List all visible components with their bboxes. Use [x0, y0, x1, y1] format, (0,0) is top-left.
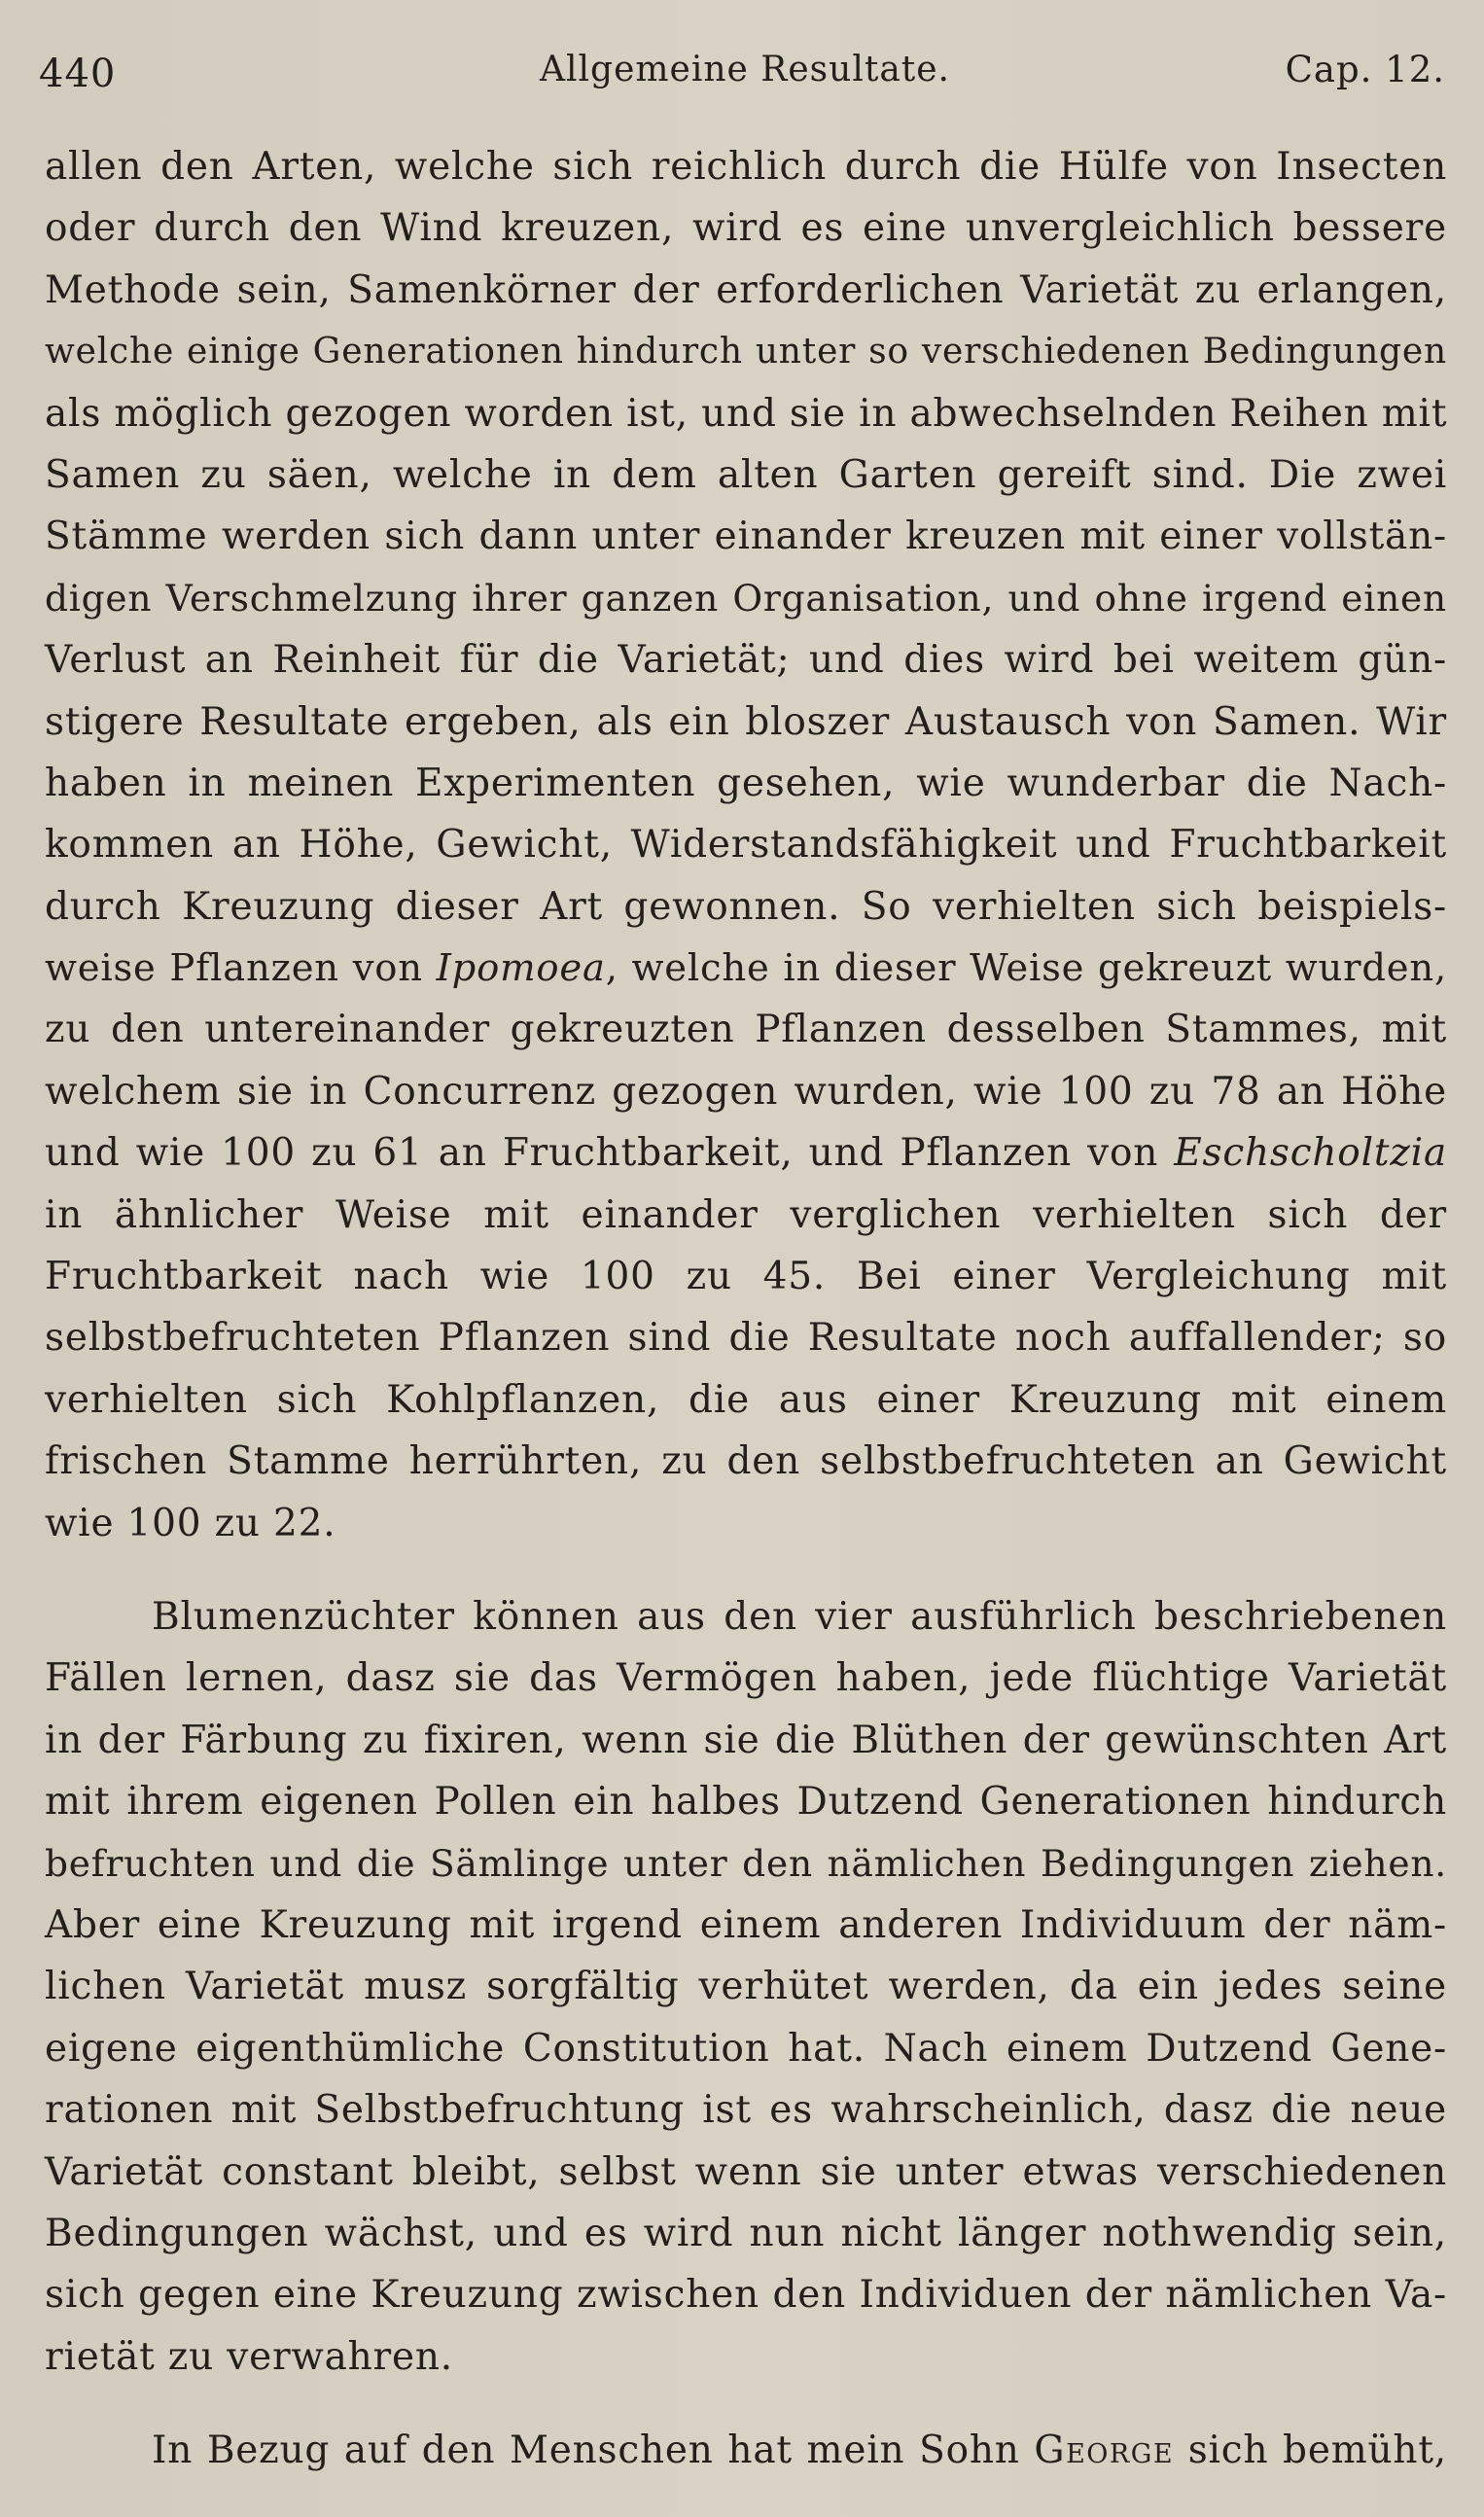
text-line: Fällen lernen, dasz sie das Vermögen haben, jede flüchtige Varietät: [45, 1656, 1447, 1701]
person-name-george: George: [1034, 2428, 1175, 2473]
text-line: welchem sie in Concurrenz gezogen wurden, wie 100 zu 78 an Höhe: [45, 1069, 1447, 1114]
text-line-ipomoea: [45, 938, 1447, 999]
chapter-label: Cap. 12.: [1285, 49, 1445, 90]
text-line: allen den Arten, welche sich reichlich durch die Hülfe von Insecten: [45, 145, 1447, 189]
paragraph-3: [45, 2420, 1447, 2481]
text-line: zu den untereinander gekreuzten Pflanzen desselben Stammes, mit: [45, 1008, 1447, 1052]
text-run: , welche in dieser Weise gekreuzt wurden,: [605, 946, 1447, 991]
body-text: [45, 136, 1447, 2481]
text-line: Fruchtbarkeit nach wie 100 zu 45. Bei einer Vergleichung mit: [45, 1255, 1447, 1299]
text-line: Verlust an Reinheit für die Varietät; und dies wird bei weitem gün-: [45, 638, 1447, 683]
text-line: digen Verschmelzung ihrer ganzen Organisation, und ohne irgend einen: [45, 576, 1447, 620]
text-line: frischen Stamme herrührten, zu den selbstbefruchteten an Gewicht: [45, 1439, 1447, 1484]
paragraph-2: [45, 1586, 1447, 2388]
text-line: stigere Resultate ergeben, als ein bloszer Austausch von Samen. Wir: [45, 699, 1447, 744]
text-line: Methode sein, Samenkörner der erforderlichen Varietät zu erlangen,: [45, 267, 1447, 312]
text-line: sich gegen eine Kreuzung zwischen den Individuen der nämlichen Va-: [45, 2273, 1447, 2318]
paragraph-gap: [45, 2388, 1447, 2420]
text-line: in ähnlicher Weise mit einander verglichen verhielten sich der: [45, 1192, 1447, 1237]
text-line: Stämme werden sich dann unter einander kreuzen mit einer vollstän-: [45, 514, 1447, 559]
text-line: Aber eine Kreuzung mit irgend einem anderen Individuum der näm-: [45, 1902, 1447, 1947]
text-line: kommen an Höhe, Gewicht, Widerstandsfähigkeit und Fruchtbarkeit: [45, 823, 1447, 868]
text-line: eigene eigenthümliche Constitution hat. Nach einem Dutzend Gene-: [45, 2026, 1447, 2071]
text-line: rationen mit Selbstbefruchtung ist es wahrscheinlich, dasz die neue: [45, 2088, 1447, 2133]
running-title: Allgemeine Resultate.: [540, 50, 950, 89]
text-line: selbstbefruchteten Pflanzen sind die Resultate noch auffallender; so: [45, 1316, 1447, 1361]
paragraph-gap: [45, 1554, 1447, 1586]
text-line: Blumenzüchter können aus den vier ausführlich beschriebenen: [152, 1594, 1447, 1639]
text-line: oder durch den Wind kreuzen, wird es eine unvergleichlich bessere: [45, 206, 1447, 251]
species-name-eschscholtzia: Eschscholtzia: [1174, 1131, 1447, 1176]
text-line: wie 100 zu 22.: [45, 1501, 336, 1545]
text-run: weise Pflanzen von: [45, 946, 437, 991]
page-number: 440: [39, 52, 117, 96]
text-line: durch Kreuzung dieser Art gewonnen. So verhielten sich beispiels-: [45, 884, 1447, 929]
text-run: In Bezug auf den Menschen hat mein Sohn: [152, 2428, 1035, 2473]
text-line: lichen Varietät musz sorgfältig verhütet werden, da ein jedes seine: [45, 1965, 1447, 2009]
text-line: rietät zu verwahren.: [45, 2334, 453, 2379]
text-line: mit ihrem eigenen Pollen ein halbes Dutzend Generationen hindurch: [45, 1780, 1447, 1825]
text-line-eschscholtzia: [45, 1122, 1447, 1184]
text-line: als möglich gezogen worden ist, und sie in abwechselnden Reihen mit: [45, 391, 1448, 436]
running-header: [39, 41, 1451, 99]
paragraph-1: [45, 136, 1447, 1554]
text-line: in der Färbung zu fixiren, wenn sie die Blüthen der gewünschten Art: [45, 1718, 1447, 1762]
text-line: Bedingungen wächst, und es wird nun nicht länger nothwendig sein,: [45, 2211, 1447, 2255]
text-line: Samen zu säen, welche in dem alten Garten gereift sind. Die zwei: [45, 452, 1447, 497]
text-line: welche einige Generationen hindurch unter so verschiedenen Bedingungen: [45, 332, 1447, 372]
text-run: und wie 100 zu 61 an Fruchtbarkeit, und Pflanzen von: [45, 1131, 1175, 1176]
text-line: befruchten und die Sämlinge unter den nämlichen Bedingungen ziehen.: [45, 1841, 1447, 1885]
text-line: verhielten sich Kohlpflanzen, die aus einer Kreuzung mit einem: [45, 1377, 1447, 1422]
text-line: haben in meinen Experimenten gesehen, wie wunderbar die Nach-: [45, 761, 1447, 805]
text-line-george: [45, 2420, 1447, 2481]
text-line: Varietät constant bleibt, selbst wenn sie unter etwas verschiedenen: [45, 2149, 1447, 2194]
species-name-ipomoea: Ipomoea: [436, 946, 606, 991]
text-run: sich bemüht,: [1174, 2428, 1447, 2473]
